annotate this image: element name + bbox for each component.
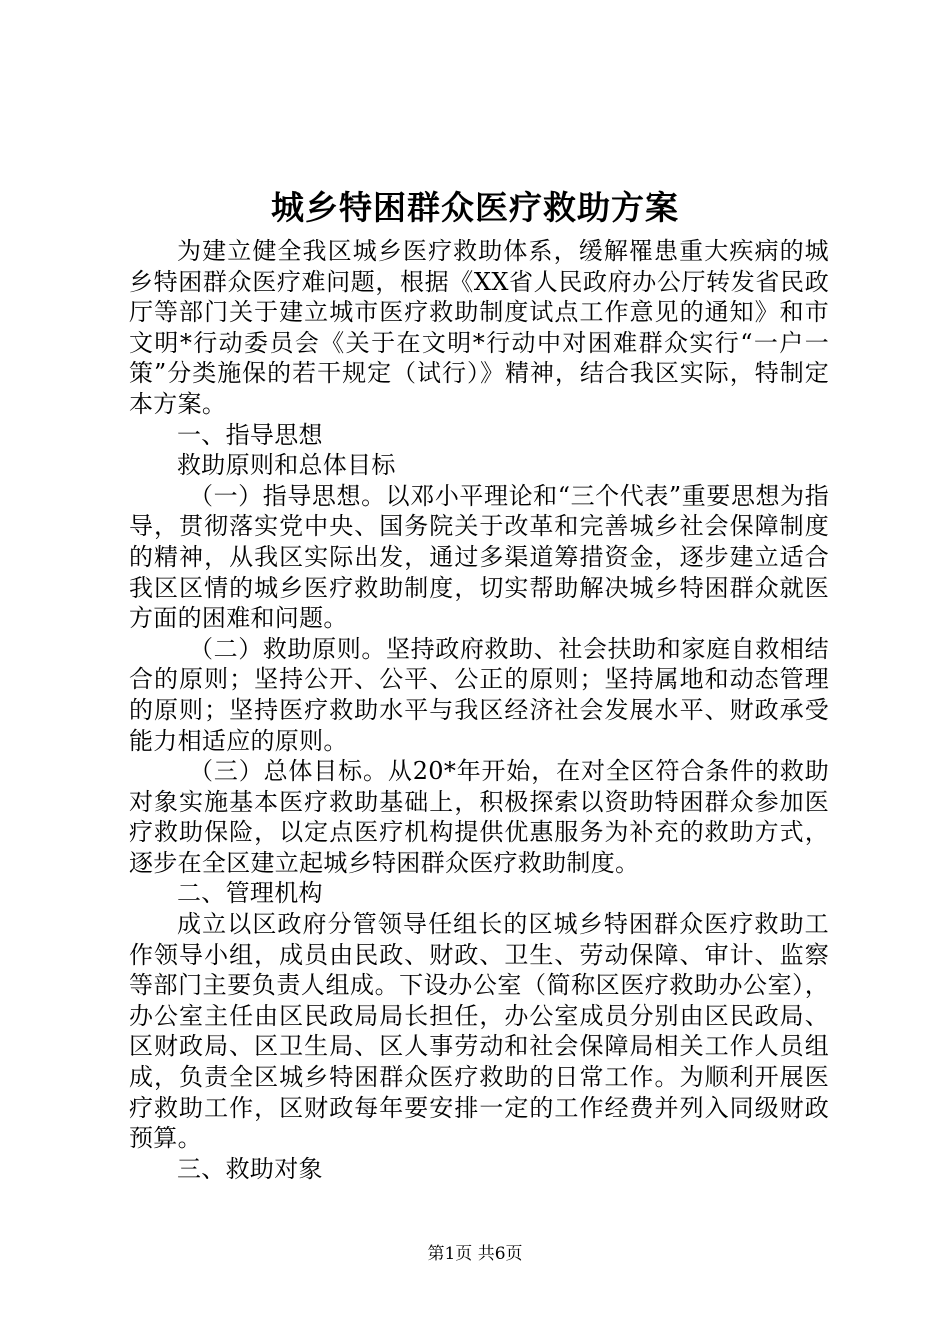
document-title: 城乡特困群众医疗救助方案	[271, 188, 679, 227]
paragraph-principles: （二）救助原则。坚持政府救助、社会扶助和家庭自救相结合的原则；坚持公开、公平、公正的原则；坚持属地和动态管理的原则；坚持医疗救助水平与我区经济社会发展水平、财政承受能力相适应的原则。	[129, 634, 829, 755]
section-heading-recipients: 三、救助对象	[177, 1154, 323, 1183]
document-body	[129, 236, 829, 1184]
paragraph-overall-goal: （三）总体目标。从20*年开始，在对全区符合条件的救助对象实施基本医疗救助基础上，积极探索以资助特困群众参加医疗救助保险，以定点医疗机构提供优惠服务为补充的救助方式，逐步在全区建立起城乡特困群众医疗救助制度。	[129, 757, 829, 877]
intro-paragraph: 为建立健全我区城乡医疗救助体系，缓解罹患重大疾病的城乡特困群众医疗难问题，根据《XX省人民政府办公厅转发省民政厅等部门关于建立城市医疗救助制度试点工作意见的通知》和市文明*行动委员会《关于在文明*行动中对困难群众实行“一户一策”分类施保的若干规定（试行）》精神，结合我区实际，特制定本方案。	[129, 237, 829, 418]
section-heading-management: 二、管理机构	[177, 879, 323, 908]
paragraph-guiding-thought: （一）指导思想。以邓小平理论和“三个代表”重要思想为指导，贯彻落实党中央、国务院关于改革和完善城乡社会保障制度的精神，从我区实际出发，通过多渠道筹措资金，逐步建立适合我区区情的城乡医疗救助制度，切实帮助解决城乡特困群众就医方面的困难和问题。	[129, 481, 829, 633]
page-number: 第1页 共6页	[427, 1244, 523, 1264]
paragraph-management: 成立以区政府分管领导任组长的区城乡特困群众医疗救助工作领导小组，成员由民政、财政、卫生、劳动保障、审计、监察等部门主要负责人组成。下设办公室（简称区医疗救助办公室），办公室主任由区民政局局长担任，办公室成员分别由区民政局、区财政局、区卫生局、区人事劳动和社会保障局相关工作人员组成，负责全区城乡特困群众医疗救助的日常工作。为顺利开展医疗救助工作，区财政每年要安排一定的工作经费并列入同级财政预算。	[129, 910, 829, 1153]
section-heading-guiding-thought: 一、指导思想	[177, 420, 323, 449]
section-subheading-principles: 救助原则和总体目标	[177, 451, 396, 480]
